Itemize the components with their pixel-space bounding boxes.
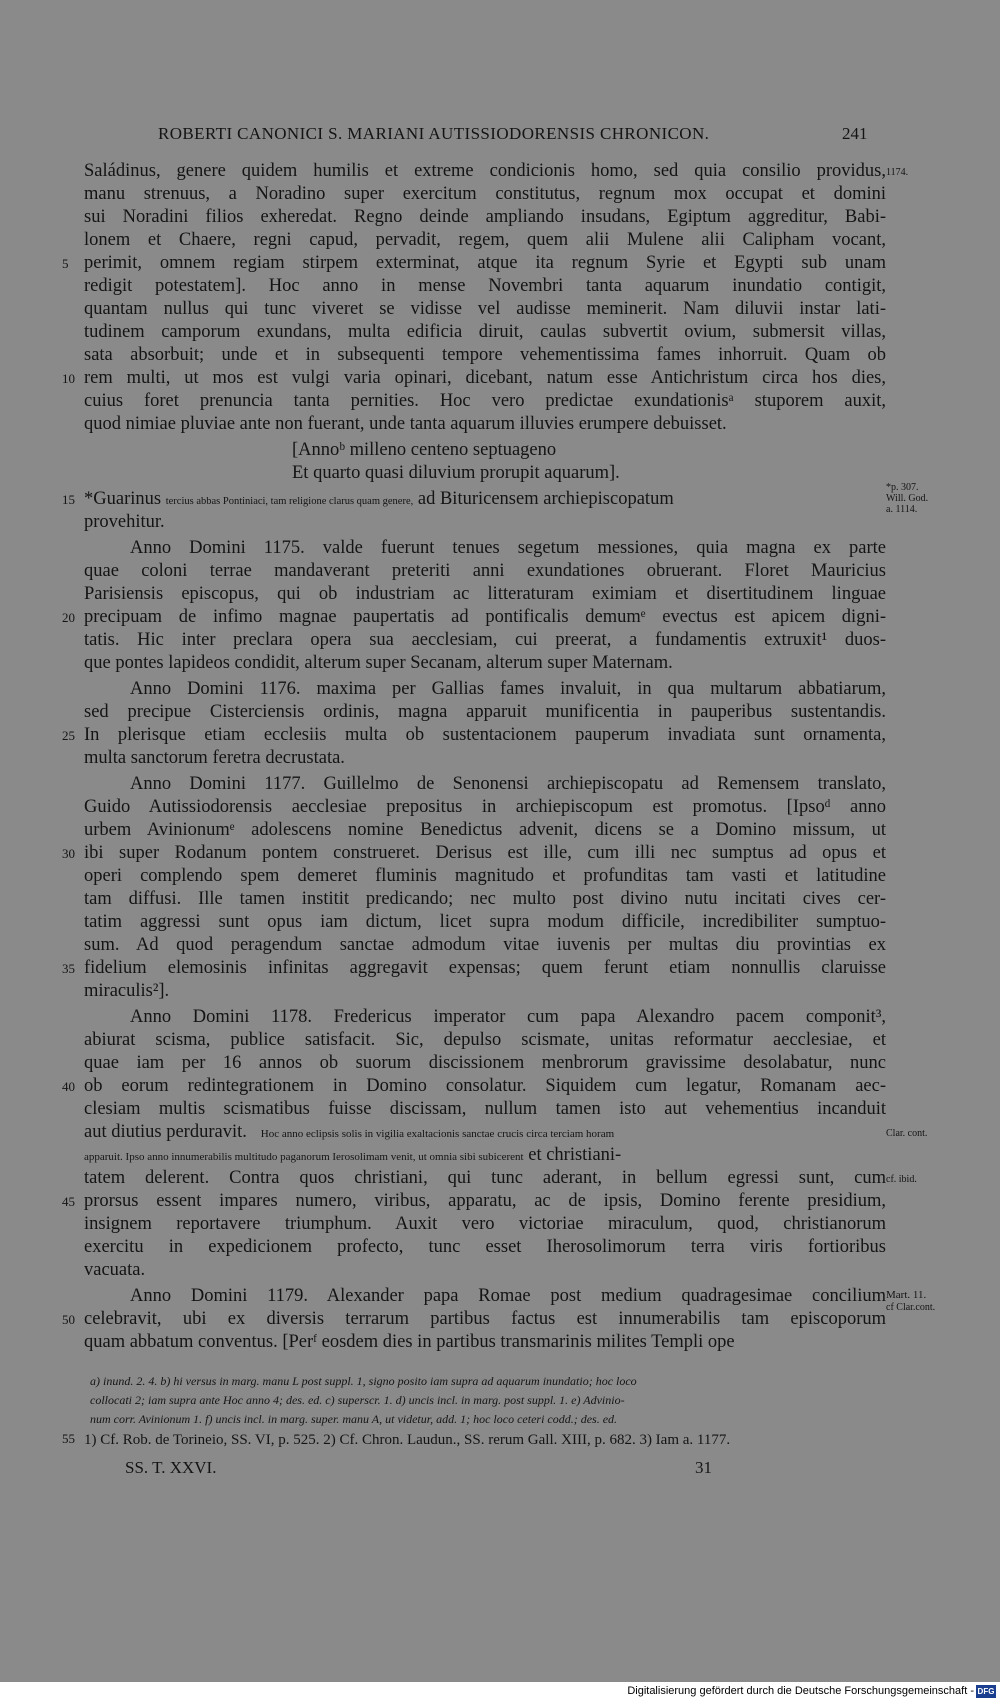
text-line: manu strenuus, a Noradino super exercitum constitutus, regnum mox occupat et domini (84, 184, 886, 204)
funding-credit: Digitalisierung gefördert durch die Deutsche Forschungsgemeinschaft - (627, 1685, 974, 1697)
text-line: prorsus essent impares numero, viribus, apparatu, ac de ipsis, Domino ferente presidium, (84, 1191, 886, 1211)
text-line: quam abbatum conventus. [Perᶠ eosdem dies in partibus transmarinis milites Templi ope (84, 1332, 735, 1352)
text-line: tatim aggressi sunt opus iam dictum, licet supra modum difficile, incredibiliter sumptuo- (84, 912, 886, 932)
name-guarinus: *Guarinus (84, 489, 162, 509)
text-line: Anno Domini 1177. Guillelmo de Senonensi archiepiscopatu ad Remensem translato, (130, 774, 886, 794)
text-line: sed precipue Cisterciensis ordinis, magna apparuit munificentia in pauperibus sustentandis. (84, 702, 886, 722)
text-line: provehitur. (84, 512, 165, 532)
margin-note: Clar. cont. (886, 1128, 928, 1139)
text-line: que pontes lapideos condidit, alterum super Secanam, alterum super Maternam. (84, 653, 673, 673)
text-line: Saládinus, genere quidem humilis et extreme condicionis homo, sed quia consilio providus, (84, 161, 886, 181)
text-line: quae coloni terrae mandaverant preteriti anni exundationes obruerant. Floret Mauricius (84, 561, 886, 581)
text-line: Anno Domini 1176. maxima per Gallias fames invaluit, in qua multarum abbatiarum, (130, 679, 886, 699)
margin-note: cf Clar.cont. (886, 1302, 936, 1313)
margin-note: cf. ibid. (886, 1174, 917, 1185)
text-line: quae iam per 16 annos ob suorum discissionem menbrorum gravissime desolabatur, nunc (84, 1053, 886, 1073)
line-number: 55 (62, 1431, 75, 1446)
line-number: 5 (62, 256, 69, 271)
text-line: operi complendo spem demeret fluminis magnitudo et profunditas tam vasti et latitudine (84, 866, 886, 886)
signature-mark: SS. T. XXVI. (125, 1458, 217, 1477)
text-line: insignem reportavere triumphum. Auxit vero victoriae miraculum, quod, christianorum (84, 1214, 886, 1234)
text-line: rem multi, ut mos est vulgi varia opinari, dicebant, natum esse Antichristum circa hos dies, (84, 368, 886, 388)
text-line: multa sanctorum feretra decrustata. (84, 748, 345, 768)
margin-note: 1174. (886, 167, 909, 178)
text-line: Anno Domini 1179. Alexander papa Romae post medium quadragesimae concilium (130, 1286, 886, 1306)
footnote-line: a) inund. 2. 4. b) hi versus in marg. manu L post suppl. 1, signo posito iam supra ad aquarum inundatio; hoc loco (90, 1374, 637, 1388)
inserted-small-text: apparuit. Ipso anno innumerabilis multitudo paganorum Ierosolimam venit, ut omnia sibi subicerent (84, 1151, 524, 1163)
text-line: redigit potestatem]. Hoc anno in mense Novembri tanta aquarum inundatio contigit, (84, 276, 886, 296)
text-line: abiurat scisma, publice satisfacit. Sic, depulso scismate, unitas reformatur aecclesiae, et (84, 1030, 886, 1050)
text-line: tam diffusi. Ille tamen institit predicando; nec multo post divino nutu incitati cives cer- (84, 889, 886, 909)
text-line: miraculis²]. (84, 981, 170, 1001)
text-line: precipuam de infimo magnae paupertatis ad pontificalis demumᵉ evectus est apicem digni- (84, 607, 886, 627)
dfg-logo: DFG (977, 1687, 995, 1696)
text-line: ob eorum redintegrationem in Domino consolatur. Siquidem cum legatur, Romanam aec- (84, 1076, 886, 1096)
text-line: Anno Domini 1175. valde fuerunt tenues segetum messiones, quia magna ex parte (130, 538, 886, 558)
verse-line: [Annoᵇ milleno centeno septuageno (292, 440, 557, 460)
text-line: sata absorbuit; unde et in subsequenti tempore vehementissima fames inhorruit. Quam ob (84, 345, 886, 365)
text-line (84, 1144, 886, 1167)
text-line: perimit, omnem regiam stirpem exterminat, atque ita regnum Syrie et Egypti sub unam (84, 253, 886, 273)
text-line: fidelium elemosinis infinitas aggregavit expensas; quem ferunt etiam nonnullis claruisse (84, 958, 886, 978)
margin-note: *p. 307. (886, 482, 919, 493)
text-segment: et christiani- (528, 1145, 622, 1165)
line-number: 50 (62, 1312, 75, 1327)
text-line: urbem Avinionumᵉ adolescens nomine Benedictus advenit, dicens se a Domino missum, ut (84, 820, 886, 840)
text-line: quantam nullus qui tunc viveret se vidisse vel audisse meminerit. Nam diluvii instar lati- (84, 299, 886, 319)
text-line: Parisiensis episcopus, qui ob industriam ac litteraturam eximiam et disertitudinem linguae (84, 584, 886, 604)
sheet-number: 31 (695, 1458, 712, 1477)
text-line: Guido Autissiodorensis aecclesiae prepositus in archiepiscopum est promotus. [Ipsoᵈ anno (84, 797, 886, 817)
line-number: 25 (62, 728, 75, 743)
line-number: 35 (62, 961, 75, 976)
text-line: celebravit, ubi ex diversis terrarum partibus factus est innumerabilis tam episcoporum (84, 1309, 886, 1329)
line-number: 45 (62, 1194, 75, 1209)
footnote-line: collocati 2; iam supra ante Hoc anno 4; des. ed. c) superscr. 1. d) uncis incl. in marg. post suppl. 1. e) Advinio- (90, 1393, 625, 1407)
margin-note: Mart. 11. (886, 1289, 927, 1301)
digitization-footer (0, 1682, 1000, 1703)
text-line: ibi super Rodanum pontem construeret. Derisus est ille, cum illi nec sumptus ad opus et (84, 843, 886, 863)
text-line: tatis. Hic inter preclara opera sua aecclesiam, cui preerat, a fundamentis extruxit¹ duos- (84, 630, 886, 650)
text-line: exercitu in expedicionem profecto, tunc esset Iherosolimorum terra viris fortioribus (84, 1237, 886, 1257)
text-line (84, 1121, 886, 1144)
line-number: 40 (62, 1079, 75, 1094)
margin-note: Will. God. (886, 493, 929, 504)
verse-line: Et quarto quasi diluvium prorupit aquarum]. (292, 463, 620, 483)
text-line: tatem delerent. Contra quos christiani, qui tunc aderant, in bellum egressi sunt, cum (84, 1168, 886, 1188)
running-header: ROBERTI CANONICI S. MARIANI AUTISSIODORENSIS CHRONICON. (158, 124, 710, 143)
text-line: sum. Ad quod peragendum sanctae admodum vitae iuvenis per multas diu provintias ex (84, 935, 886, 955)
text-line (84, 488, 886, 511)
text-continuation: ad Bituricensem archiepiscopatum (417, 489, 674, 509)
text-line: vacuata. (84, 1260, 146, 1280)
line-number: 10 (62, 371, 75, 386)
inserted-small-text: tercius abbas Pontiniaci, tam religione clarus quam genere, (165, 496, 414, 507)
inserted-small-text: Hoc anno eclipsis solis in vigilia exaltacionis sanctae crucis circa terciam horam (260, 1128, 615, 1140)
footnote-numbered: 1) Cf. Rob. de Torineio, SS. VI, p. 525. 2) Cf. Chron. Laudun., SS. rerum Gall. XIII, p. 682. 3) Iam a. 1177. (84, 1432, 731, 1448)
text-line: sui Noradini filios exheredat. Regno deinde ampliando insudans, Egiptum aggreditur, Babi- (84, 207, 886, 227)
line-number: 15 (62, 492, 75, 507)
text-segment: aut diutius perduravit. (84, 1122, 247, 1142)
text-line: cuius foret prenuncia tanta pernities. Hoc vero predictae exundationisᵃ stuporem auxit, (84, 391, 886, 411)
text-line: clesiam multis scismatibus fuisse discissam, nullum tamen isto aut vehementius incanduit (84, 1099, 886, 1119)
line-number: 30 (62, 846, 75, 861)
line-number: 20 (62, 610, 75, 625)
text-line: quod nimiae pluviae ante non fuerant, unde tanta aquarum illuvies erumpere debuisset. (84, 414, 727, 434)
text-line: lonem et Chaere, regni capud, pervadit, regem, quem alii Mulene alii Calipham vocant, (84, 230, 886, 250)
page-number: 241 (842, 124, 868, 143)
footnote-line: num corr. Avinionum 1. f) uncis incl. in marg. super. manu A, ut videtur, add. 1; hoc loco ceteri codd.; des. ed. (90, 1412, 618, 1426)
text-line: In plerisque etiam ecclesiis multa ob sustentacionem pauperum invadiata sunt ornamenta, (84, 725, 886, 745)
margin-note: a. 1114. (886, 504, 918, 515)
text-line: tudinem camporum exundans, multa edificia diruit, caulas subvertit ovium, submersit villas, (84, 322, 886, 342)
text-line: Anno Domini 1178. Fredericus imperator cum papa Alexandro pacem componit³, (130, 1007, 886, 1027)
